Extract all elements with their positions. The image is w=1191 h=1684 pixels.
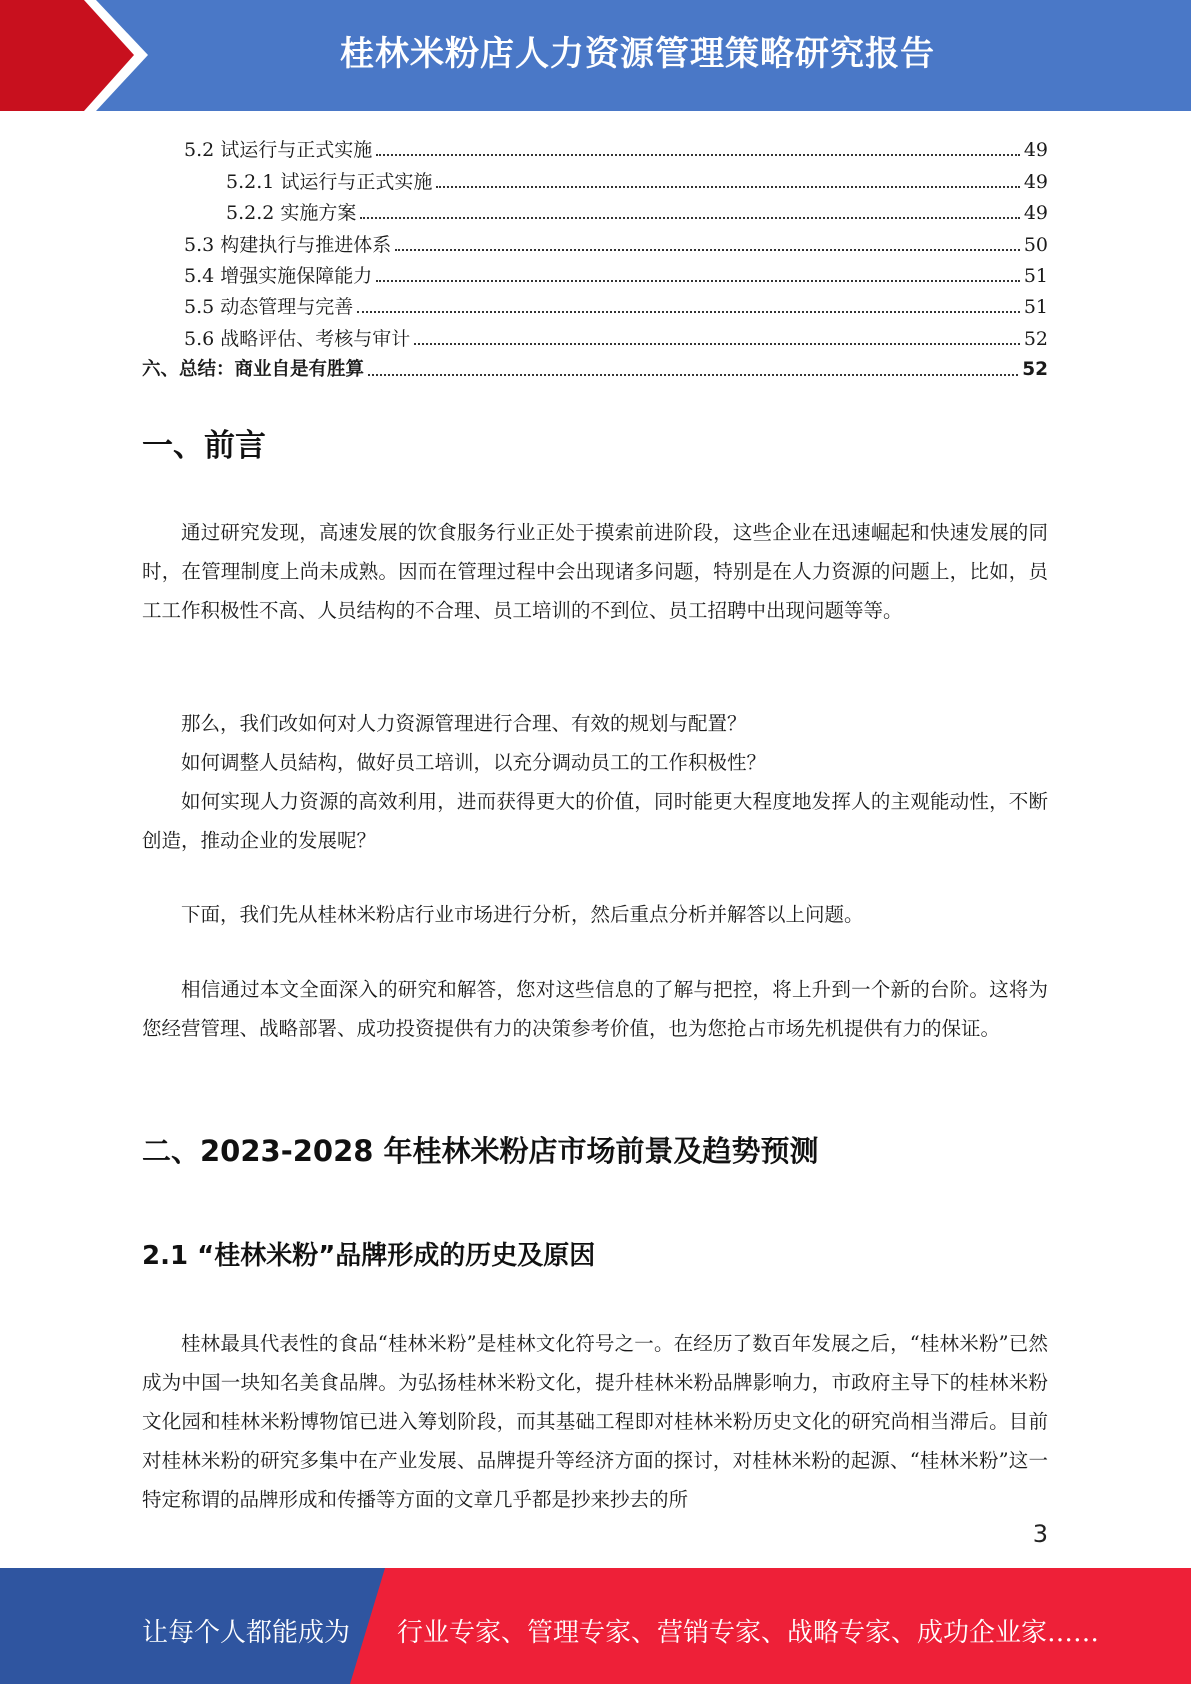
toc-entry-title: 5.2 试运行与正式实施 xyxy=(184,139,373,162)
toc-entry[interactable] xyxy=(142,193,1048,224)
footer-slogan-left: 让每个人都能成为 xyxy=(142,1618,351,1648)
toc-entry-page: 49 xyxy=(1023,170,1048,193)
toc-entry-page: 51 xyxy=(1023,264,1048,287)
toc-leader-dots xyxy=(368,374,1018,376)
toc-leader-dots xyxy=(414,343,1020,345)
toc-entry[interactable] xyxy=(142,130,1048,161)
toc-entry-page: 51 xyxy=(1023,296,1048,319)
toc-leader-dots xyxy=(436,186,1019,188)
toc-entry[interactable] xyxy=(142,224,1048,255)
toc-leader-dots xyxy=(376,154,1020,156)
toc-entry-page: 52 xyxy=(1023,327,1048,350)
paragraph-block xyxy=(142,970,1048,1048)
page-header xyxy=(0,0,1191,111)
toc-entry-title: 5.2.2 实施方案 xyxy=(226,202,357,225)
section-heading: 二、2023-2028 年桂林米粉店市场前景及趋势预测 xyxy=(142,1134,819,1168)
page-footer xyxy=(0,1568,1191,1684)
paragraph: 桂林最具代表性的食品“桂林米粉”是桂林文化符号之一。在经历了数百年发展之后，“桂林米粉”已然成为中国一块知名美食品牌。为弘扬桂林米粉文化，提升桂林米粉品牌影响力，市政府主导下的桂林米粉文化园和桂林米粉博物馆已进入筹划阶段，而其基础工程即对桂林米粉历史文化的研究尚相当滞后。目前对桂林米粉的研究多集中在产业发展、品牌提升等经济方面的探讨，对桂林米粉的起源、“桂林米粉”这一特定称谓的品牌形成和传播等方面的文章几乎都是抄来抄去的所 xyxy=(142,1332,1048,1511)
paragraph: 通过研究发现，高速发展的饮食服务行业正处于摸索前进阶段，这些企业在迅速崛起和快速发展的同时，在管理制度上尚未成熟。因而在管理过程中会出现诸多问题，特别是在人力资源的问题上，比如，员工工作积极性不高、人员结构的不合理、员工培训的不到位、员工招聘中出现问题等等。 xyxy=(142,521,1048,622)
toc-entry-title: 5.3 构建执行与推进体系 xyxy=(184,233,392,256)
paragraph-block xyxy=(142,1324,1048,1519)
page-number: 3 xyxy=(1032,1520,1048,1548)
paragraph: 如何实现人力资源的高效利用，进而获得更大的价值，同时能更大程度地发挥人的主观能动性，不断创造，推动企业的发展呢？ xyxy=(142,790,1048,852)
toc-entry-page: 49 xyxy=(1023,139,1048,162)
toc-entry-page: 49 xyxy=(1023,202,1048,225)
toc-entry[interactable] xyxy=(142,256,1048,287)
toc-entry[interactable] xyxy=(142,287,1048,318)
toc-leader-dots xyxy=(376,280,1020,282)
toc-entry-page: 50 xyxy=(1023,233,1048,256)
paragraph: 相信通过本文全面深入的研究和解答，您对这些信息的了解与把控，将上升到一个新的台阶。这将为您经营管理、战略部署、成功投资提供有力的决策参考价值，也为您抢占市场先机提供有力的保证。 xyxy=(142,978,1048,1040)
toc-entry-title: 5.5 动态管理与完善 xyxy=(184,296,354,319)
toc-entry[interactable] xyxy=(142,161,1048,192)
paragraph-block xyxy=(142,895,1048,934)
toc-entry-title: 5.6 战略评估、考核与审计 xyxy=(184,327,411,350)
toc-leader-dots xyxy=(360,217,1019,219)
toc-entry-title: 六、总结：商业自是有胜算 xyxy=(142,359,365,381)
toc-entry[interactable] xyxy=(142,318,1048,349)
table-of-contents xyxy=(142,130,1048,381)
toc-entry-title: 5.4 增强实施保障能力 xyxy=(184,264,373,287)
paragraph: 下面，我们先从桂林米粉店行业市场进行分析，然后重点分析并解答以上问题。 xyxy=(181,903,864,926)
subsection-heading: 2.1 “桂林米粉”品牌形成的历史及原因 xyxy=(142,1241,596,1271)
toc-leader-dots xyxy=(357,311,1020,313)
footer-slogan-right: 行业专家、管理专家、营销专家、战略专家、成功企业家…… xyxy=(397,1618,1100,1648)
toc-entry-title: 5.2.1 试运行与正式实施 xyxy=(226,170,433,193)
paragraph: 如何调整人员結构，做好员工培训，以充分调动员工的工作积极性？ xyxy=(181,751,767,774)
section-heading: 一、前言 xyxy=(142,428,266,464)
toc-entry-page: 52 xyxy=(1022,359,1048,381)
question-list xyxy=(142,704,1048,860)
toc-leader-dots xyxy=(395,249,1020,251)
intro-paragraph xyxy=(142,513,1048,630)
toc-entry[interactable] xyxy=(142,350,1048,381)
paragraph: 那么，我们改如何对人力资源管理进行合理、有效的规划与配置？ xyxy=(181,712,747,735)
document-title: 桂林米粉店人力资源管理策略研究报告 xyxy=(340,34,935,74)
